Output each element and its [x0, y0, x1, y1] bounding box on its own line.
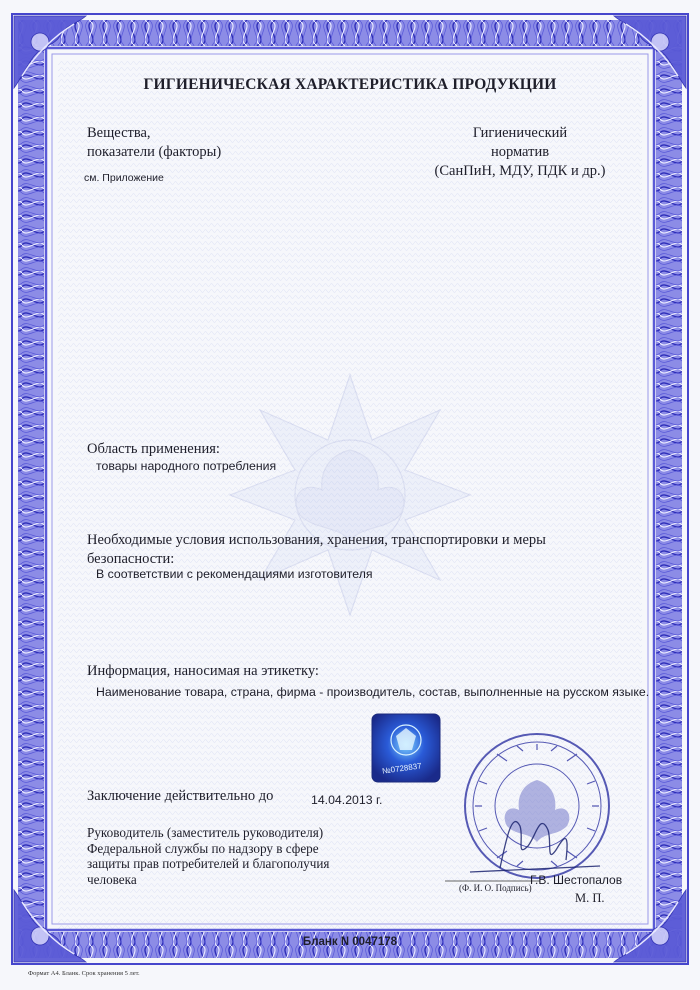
substances-label-line1: Вещества, [87, 125, 151, 141]
head-line2: Федеральной службы по надзору в сфере [87, 840, 319, 856]
head-line1: Руководитель (заместитель руководителя) [87, 825, 324, 840]
stamp-place: М. П. [575, 891, 605, 905]
head-title [87, 825, 330, 887]
signatory-name: Г.В. Шестопалов [530, 873, 623, 887]
format-note: Формат А4. Бланк. Срок хранения 5 лет. [28, 970, 140, 977]
norm-line2: норматив [490, 144, 550, 160]
head-line4: человека [87, 871, 137, 887]
conditions-value: В соответствии с рекомендациями изготовителя [96, 567, 373, 581]
norm-line3: (СанПиН, МДУ, ПДК и др.) [434, 163, 606, 179]
conditions-label [87, 531, 546, 569]
fio-caption: (Ф. И. О. Подпись) [459, 883, 532, 893]
conditions-label-line1: Необходимые условия использования, хранения, транспортировки и меры [87, 532, 546, 548]
head-line3: защиты прав потребителей и благополучия [87, 856, 330, 871]
validity-label: Заключение действительно до [87, 788, 274, 804]
conditions-label-line2: безопасности: [87, 551, 175, 567]
substances-label [87, 124, 221, 162]
scope-label: Область применения: [87, 441, 220, 457]
hologram-number: №0728837 [381, 761, 423, 776]
blank-number: Бланк N 0047178 [302, 936, 398, 948]
label-info-label: Информация, наносимая на этикетку: [87, 663, 319, 679]
scope-value: товары народного потребления [96, 459, 277, 473]
validity-date: 14.04.2013 г. [311, 793, 383, 807]
norm-label [420, 124, 620, 181]
norm-line1: Гигиенический [472, 125, 568, 141]
label-info-value: Наименование товара, страна, фирма - производитель, состав, выполненные на русском языке. [96, 685, 650, 699]
page-title: ГИГИЕНИЧЕСКАЯ ХАРАКТЕРИСТИКА ПРОДУКЦИИ [143, 76, 557, 93]
substances-value: см. Приложение [84, 172, 164, 184]
substances-label-line2: показатели (факторы) [87, 144, 222, 160]
